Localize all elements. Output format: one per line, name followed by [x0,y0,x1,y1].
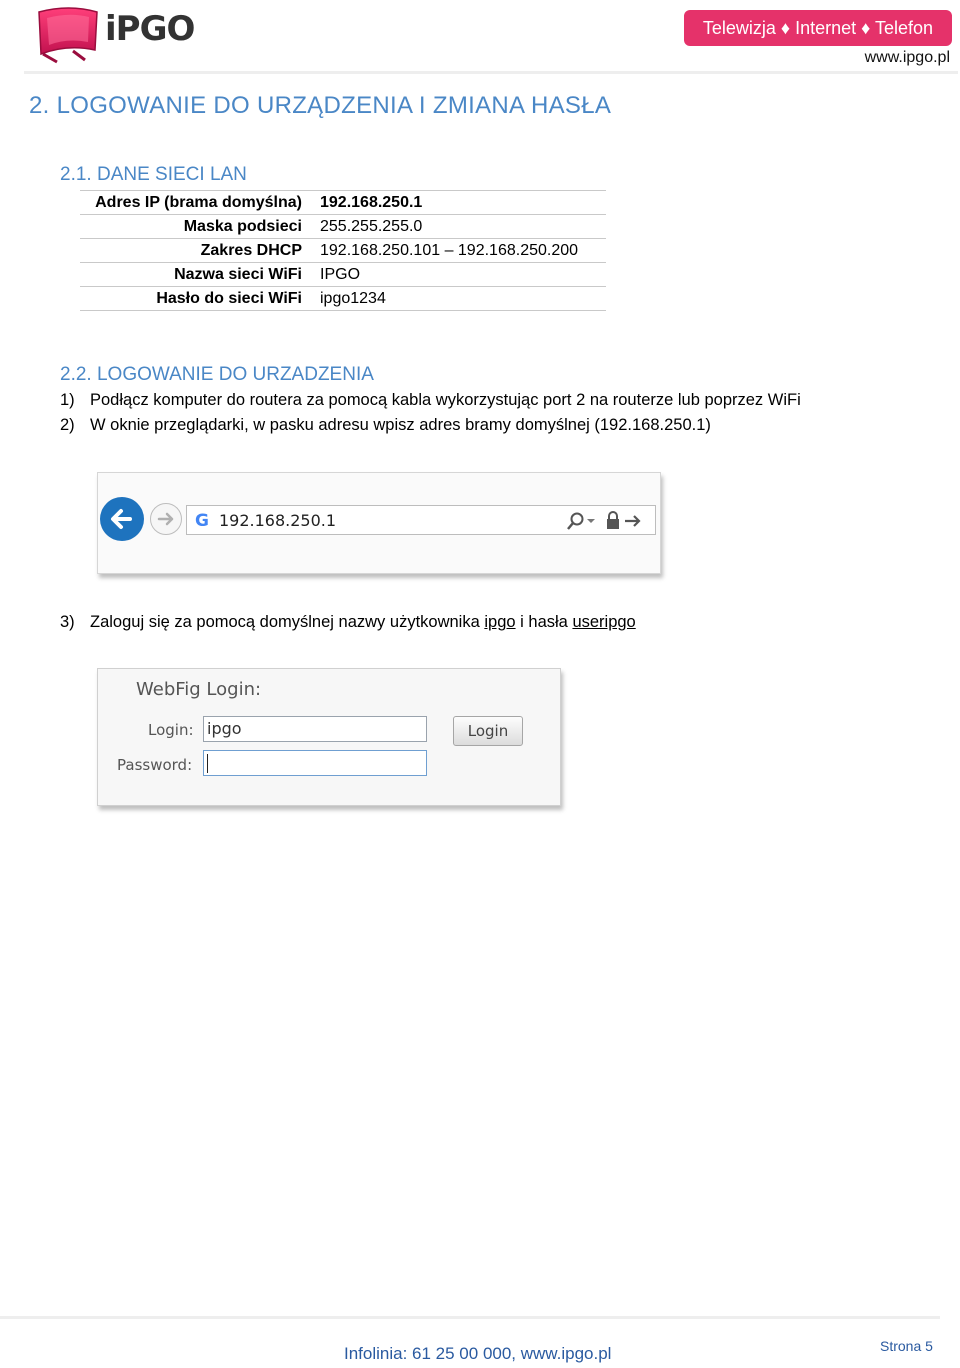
lan-row-wifi-password [80,286,606,311]
lan-label: Zakres DHCP [200,242,302,259]
google-icon: G [195,511,209,531]
lan-table [80,190,606,311]
step-3 [60,613,940,635]
footer-divider [0,1316,940,1319]
go-arrow-icon[interactable] [625,516,639,526]
webfig-login-screenshot [97,668,561,806]
login-input[interactable]: ipgo [203,716,427,742]
page-number: Strona 5 [880,1338,933,1354]
forward-arrow-icon [151,504,181,534]
forward-button[interactable] [150,503,182,535]
step-text: W oknie przeglądarki, w pasku adresu wpisz adres bramy domyślnej (192.168.250.1) [90,416,711,434]
step-3-text-before: Zaloguj się za pomocą domyślnej nazwy użytkownika [90,613,485,631]
lan-value: IPGO [320,266,361,283]
lan-row-dhcp [80,238,606,262]
lan-value: 192.168.250.101 – 192.168.250.200 [320,242,579,259]
back-arrow-icon [100,497,144,541]
lan-value: 192.168.250.1 [320,194,423,211]
default-username: ipgo [484,613,516,631]
address-bar-icons [567,510,647,532]
header-divider [24,71,958,74]
browser-address-bar-screenshot [97,472,661,574]
lock-icon [607,512,619,529]
search-icon[interactable] [568,514,595,530]
header-site-url[interactable]: www.ipgo.pl [864,49,950,66]
lan-value: 255.255.255.0 [320,218,423,235]
step-number: 3) [60,613,75,631]
step-3-text-middle: i hasła [515,613,573,631]
address-input[interactable] [186,505,656,535]
lan-row-wifi-name [80,262,606,286]
section-title: 2. LOGOWANIE DO URZĄDZENIA I ZMIANA HASŁA [29,92,612,119]
lan-label: Adres IP (brama domyślna) [95,194,302,211]
logo-text: iPGO [105,9,195,49]
lan-label: Hasło do sieci WiFi [156,290,302,307]
login-heading: 2.2. LOGOWANIE DO URZADZENIA [60,364,374,385]
lan-label: Nazwa sieci WiFi [174,266,302,283]
step-text: Podłącz komputer do routera za pomocą kabla wykorzystując port 2 na routerze lub poprzez WiFi [90,391,801,409]
password-input[interactable] [203,750,427,776]
text-cursor [207,754,208,773]
lan-label: Maska podsieci [183,218,302,235]
footer-infolinia: Infolinia: 61 25 00 000, www.ipgo.pl [344,1344,612,1363]
login-button[interactable]: Login [453,716,523,746]
step-text [90,613,636,632]
lan-row-ip [80,190,606,214]
password-label: Password: [117,756,193,774]
tagline-banner: Telewizja ♦ Internet ♦ Telefon [684,10,952,46]
step-1 [60,391,940,413]
lan-heading: 2.1. DANE SIECI LAN [60,164,247,185]
login-label: Login: [148,721,194,739]
lan-row-mask [80,214,606,238]
step-2 [60,416,940,438]
lan-value: ipgo1234 [320,290,386,307]
back-button[interactable] [100,497,144,541]
default-password: useripgo [572,613,636,631]
webfig-title: WebFig Login: [136,679,262,700]
address-text: 192.168.250.1 [219,511,337,530]
step-number: 2) [60,416,75,434]
step-number: 1) [60,391,75,409]
